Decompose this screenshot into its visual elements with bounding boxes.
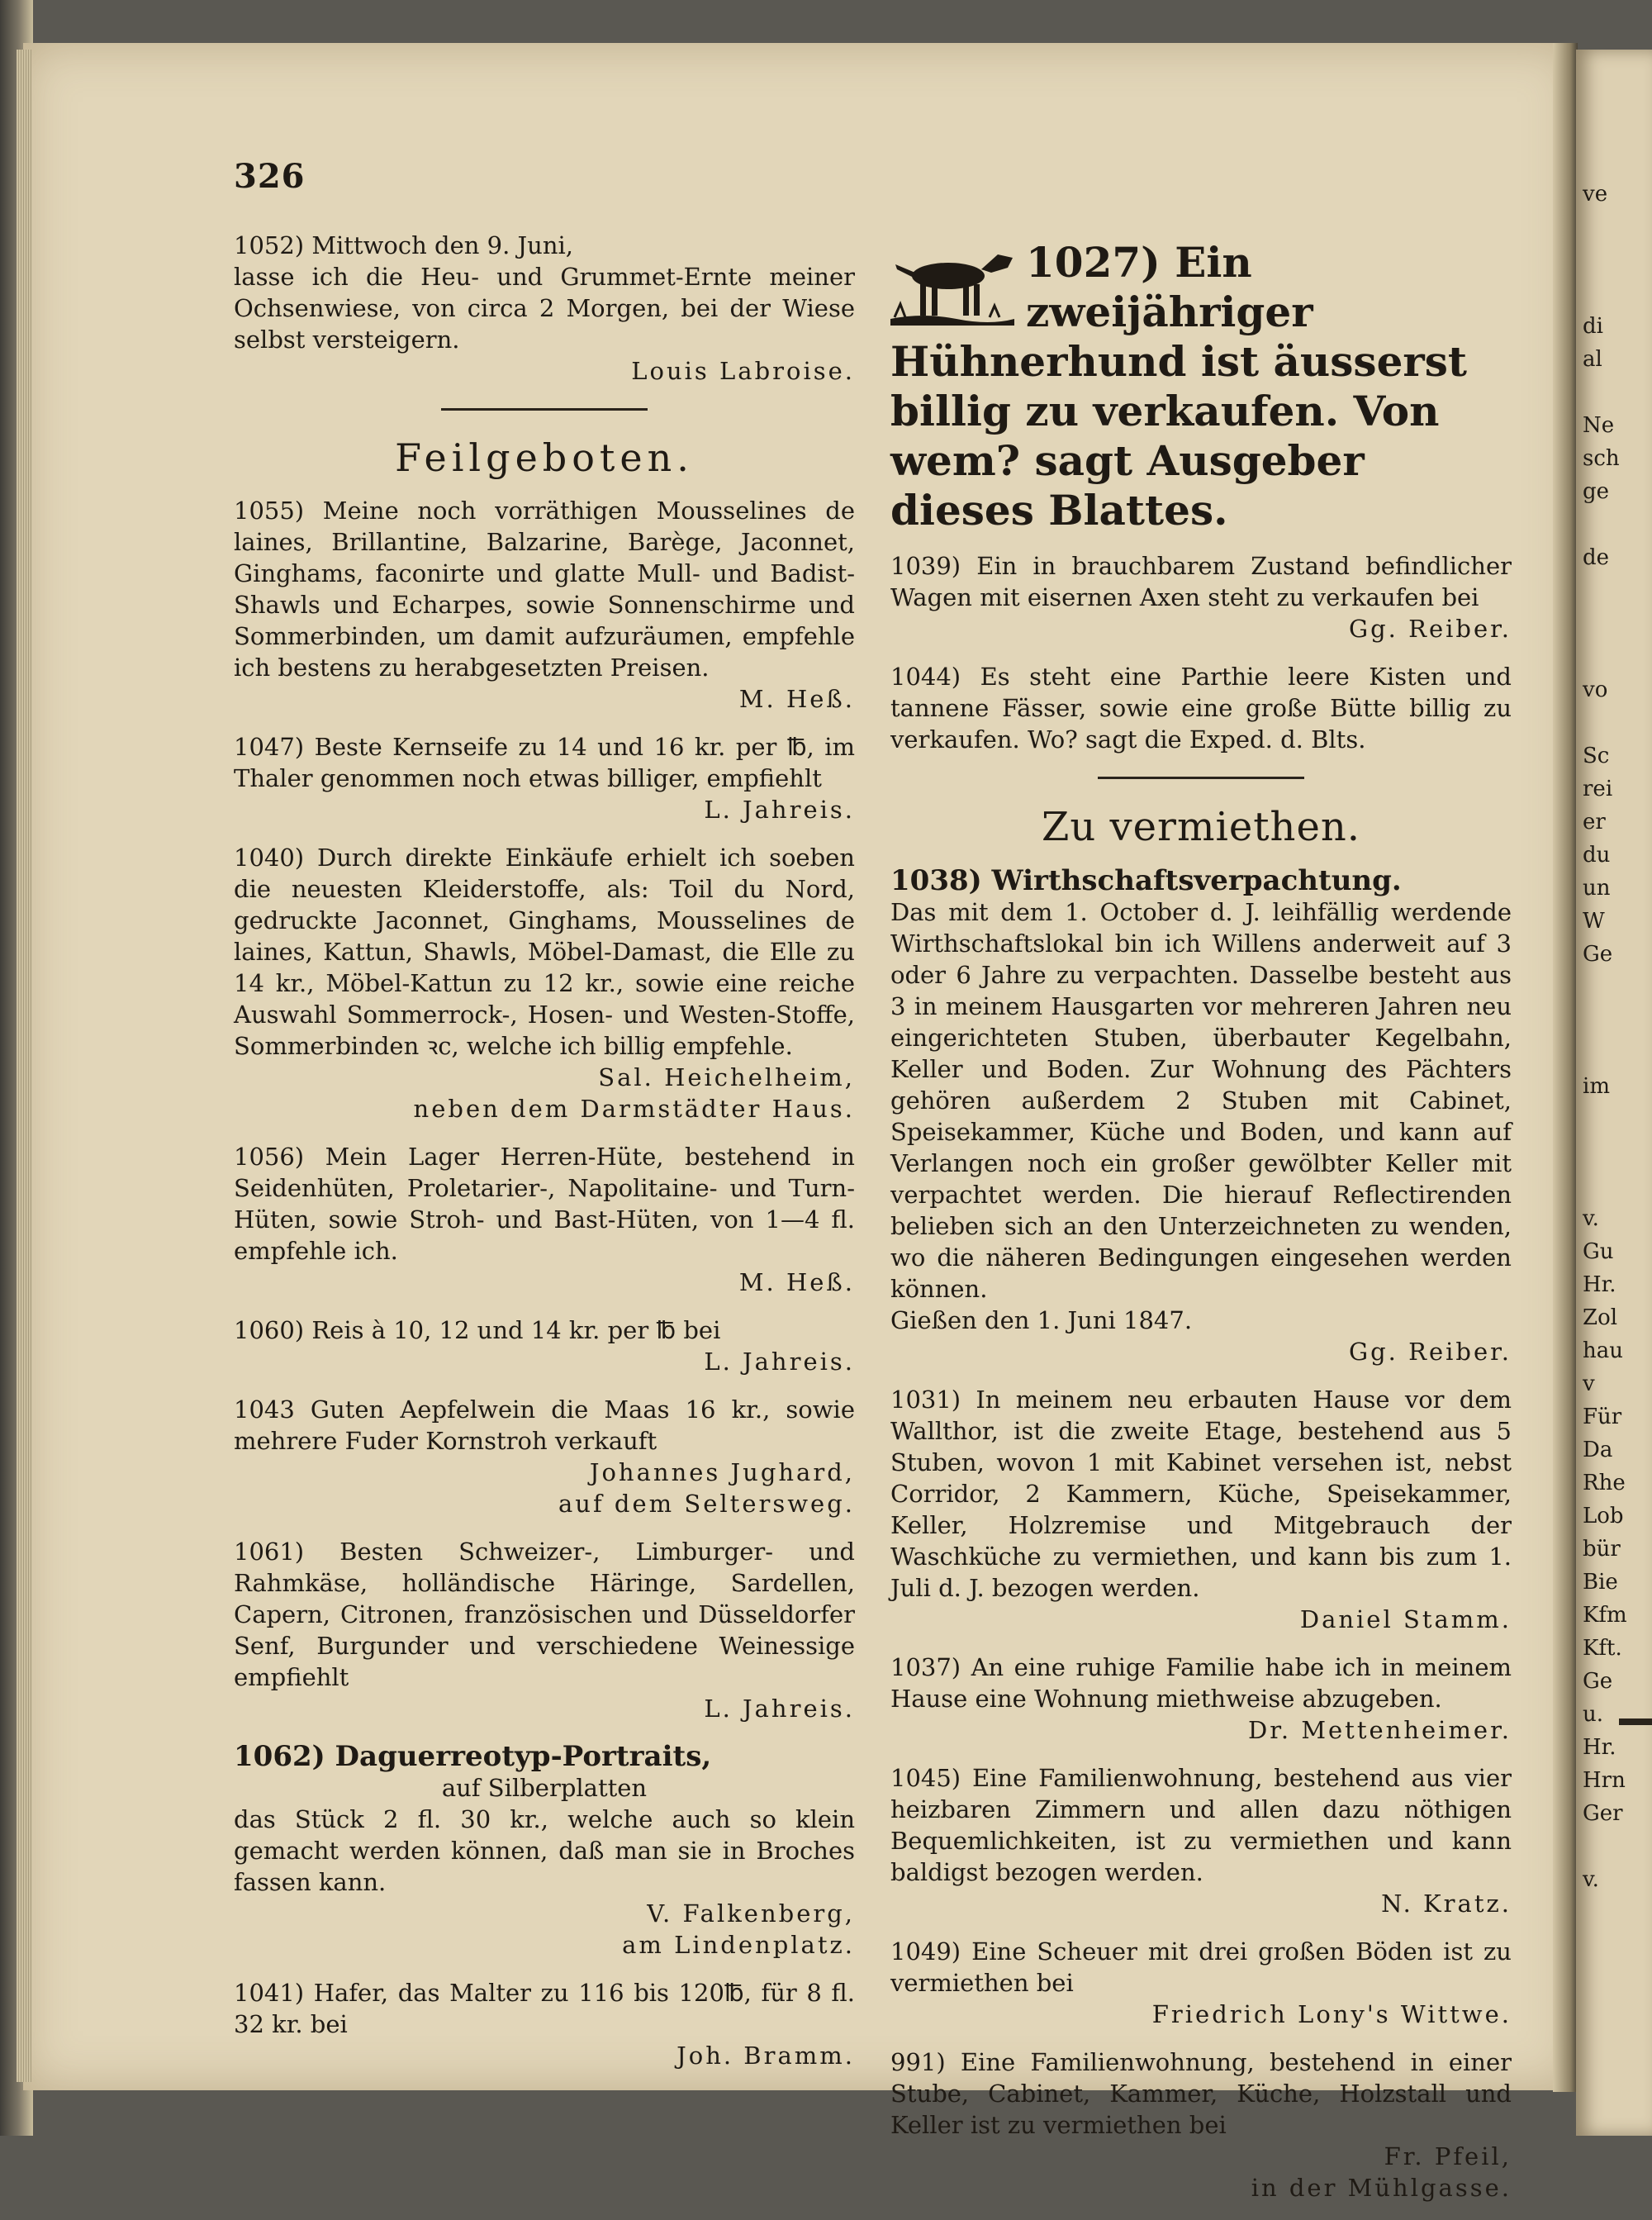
ad-line: 1055) Meine noch vorräthigen Mousselines de laines, Brillantine, Balzarine, Barège, Jaconnet, Ginghams, faconirte und glatte Mull- und Badist-Shawls und Echarpes, sowie Sonnenschirme und Sommerbinden, um damit aufzuräumen, empfehle ich bestens zu herabgesetzten Preisen. — [234, 497, 855, 682]
advertisement — [890, 1762, 1512, 1919]
right-page-text-fragment: Kft. — [1583, 1636, 1622, 1661]
ad-signature: Dr. Mettenheimer. — [1247, 1716, 1512, 1744]
ad-signature: Sal. Heichelheim, — [598, 1063, 855, 1091]
advertisement — [890, 1652, 1512, 1746]
ad-line: 1056) Mein Lager Herren-Hüte, bestehend in Seidenhüten, Proletarier-, Napolitaine- und Turn-Hüten, sowie Stroh- und Bast-Hüten, von 1—4 fl. empfehle ich. — [234, 1143, 855, 1265]
advertisement — [890, 2046, 1512, 2203]
ad-signature: L. Jahreis. — [704, 1695, 855, 1723]
right-page-text-fragment: Ger — [1583, 1801, 1623, 1826]
advertisement — [234, 1141, 855, 1298]
section-divider — [441, 408, 648, 411]
right-page-text-fragment: ge — [1583, 479, 1610, 504]
right-page-text-fragment: Zol — [1583, 1305, 1618, 1330]
ad-line: 1040) Durch direkte Einkäufe erhielt ich soeben die neuesten Kleiderstoffe, als: Toil du Nord, gedruckte Jaconnet, Ginghams, Mousselines de laines, Kattun, Shawls, Möbel-Damast, die Elle zu 14 kr., Möbel-Kattun zu 12 kr., sowie eine reiche Auswahl Sommerrock-, Hosen- und Westen-Stoffe, Sommerbinden ꝛc, welche ich billig empfehle. — [234, 844, 855, 1060]
ad-line: 1039) Ein in brauchbarem Zustand befindlicher Wagen mit eisernen Axen steht zu verkaufen bei — [890, 552, 1512, 611]
page-number: 326 — [234, 157, 306, 196]
ad-line: 1043 Guten Aepfelwein die Maas 16 kr., sowie mehrere Fuder Kornstroh verkauft — [234, 1395, 855, 1455]
right-page-text-fragment: Hr. — [1583, 1735, 1616, 1760]
ad-line: 1031) In meinem neu erbauten Hause vor dem Wallthor, ist die zweite Etage, bestehend aus 5 Stuben, wovon 1 mit Kabinet versehen ist, nebst Corridor, 2 Kammern, Küche, Speisekammer, Keller, Holzremise und Mitgebrauch der Waschküche zu vermiethen, und kann bis zum 1. Juli d. J. bezogen werden. — [890, 1386, 1512, 1602]
ad-signature: V. Falkenberg, — [647, 1899, 855, 1928]
right-page-text-fragment: Hr. — [1583, 1272, 1616, 1297]
ad-signature: M. Heß. — [738, 1268, 855, 1296]
ad-signature-address: neben dem Darmstädter Haus. — [413, 1095, 855, 1123]
right-page-text-fragment: sch — [1583, 446, 1620, 471]
ad-line: 1062) Daguerreotyp-Portraits, — [234, 1740, 712, 1773]
ad-signature-address: in der Mühlgasse. — [1251, 2174, 1512, 2202]
right-page-text-fragment: Sc — [1583, 744, 1610, 768]
page-stack-edges — [17, 50, 31, 2082]
advertisement — [234, 1741, 855, 1961]
right-page-rule — [1619, 1718, 1652, 1725]
right-page-text-fragment: er — [1583, 810, 1606, 834]
ad-line: 1045) Eine Familienwohnung, bestehend aus vier heizbaren Zimmern und allen dazu nöthigen Bequemlichkeiten, ist zu vermiethen und kann baldigst bezogen werden. — [890, 1764, 1512, 1886]
featured-ad-text: 1027) Ein zweijähriger Hühnerhund ist äusserst billig zu verkaufen. Von wem? sagt Ausgeber dieses Blattes. — [890, 238, 1467, 535]
right-page-text-fragment: di — [1583, 314, 1603, 339]
section-divider — [1098, 777, 1304, 779]
right-page-text-fragment: Ge — [1583, 1669, 1613, 1694]
ad-line: Das mit dem 1. October d. J. leihfällig werdende Wirthschaftslokal bin ich Willens anderweit auf 3 oder 6 Jahre zu verpachten. Dasselbe besteht aus 3 in meinem Hausgarten vor mehreren Jahren neu eingerichteten Stuben, überbauter Kegelbahn, Keller und Boden. Zur Wohnung des Pächters gehören außerdem 2 Stuben mit Cabinet, Speisekammer, Küche und Boden, und kann auf Verlangen noch ein großer gewölbter Keller mit verpachtet werden. Die hierauf Reflectirenden belieben sich an den Unterzeichneten zu wenden, wo die näheren Bedingungen eingesehen werden können. — [890, 898, 1512, 1303]
right-page-text-fragment: hau — [1583, 1338, 1623, 1363]
ad-line: 1052) Mittwoch den 9. Juni, — [234, 231, 574, 259]
right-page-text-fragment: ve — [1583, 182, 1608, 207]
right-page-text-fragment: W — [1583, 909, 1605, 934]
advertisement — [234, 1314, 855, 1377]
ad-signature-address: am Lindenplatz. — [622, 1931, 855, 1959]
right-page-text-fragment: u. — [1583, 1702, 1604, 1727]
right-column — [890, 238, 1512, 2220]
dog-illustration-icon — [890, 236, 1014, 327]
section-heading: Feilgeboten. — [395, 435, 694, 480]
right-page-text-fragment: un — [1583, 876, 1611, 901]
ad-line: 1049) Eine Scheuer mit drei großen Böden ist zu vermiethen bei — [890, 1937, 1512, 1997]
advertisement — [234, 1536, 855, 1724]
ad-signature: Friedrich Lony's Wittwe. — [1151, 2000, 1512, 2028]
ad-line: 1060) Reis à 10, 12 und 14 kr. per ℔ bei — [234, 1316, 721, 1344]
advertisement — [890, 1936, 1512, 2030]
advertisement — [890, 1384, 1512, 1635]
ad-line: 1044) Es steht eine Parthie leere Kisten und tannene Fässer, sowie eine große Bütte billig zu verkaufen. Wo? sagt die Exped. d. Blts. — [890, 663, 1512, 753]
ad-line: Gießen den 1. Juni 1847. — [890, 1306, 1193, 1334]
section-heading: Zu vermiethen. — [1041, 804, 1361, 850]
ad-signature: L. Jahreis. — [704, 1348, 855, 1376]
ad-line: 991) Eine Familienwohnung, bestehend in einer Stube, Cabinet, Kammer, Küche, Holzstall und Keller ist zu vermiethen bei — [890, 2048, 1512, 2139]
ad-signature: Gg. Reiber. — [1348, 615, 1512, 643]
advertisement — [890, 550, 1512, 644]
ad-signature: M. Heß. — [738, 685, 855, 713]
advertisement — [234, 1977, 855, 2071]
ad-line: auf Silberplatten — [441, 1774, 648, 1802]
advertisement — [890, 865, 1512, 1367]
right-page-text-fragment: du — [1583, 843, 1611, 868]
ad-signature: Johannes Jughard, — [589, 1458, 855, 1486]
advertisement — [234, 1394, 855, 1519]
right-page-text-fragment: Da — [1583, 1438, 1613, 1462]
right-page-text-fragment: im — [1583, 1074, 1610, 1099]
right-page-text-fragment: Rhe — [1583, 1471, 1626, 1495]
advertisement — [234, 495, 855, 715]
right-page-text-fragment: de — [1583, 545, 1610, 570]
advertisement — [890, 661, 1512, 755]
ad-line: 1038) Wirthschaftsverpachtung. — [890, 864, 1402, 897]
ad-line: 1061) Besten Schweizer-, Limburger- und Rahmkäse, holländische Häringe, Sardellen, Capern, Citronen, französischen und Düsseldorfer Senf, Burgunder und verschiedene Weinessige empfiehlt — [234, 1538, 855, 1691]
right-page-text-fragment: v. — [1583, 1206, 1599, 1231]
ad-line: 1041) Hafer, das Malter zu 116 bis 120℔, für 8 fl. 32 kr. bei — [234, 1979, 855, 2038]
page-gutter — [1553, 43, 1578, 2092]
ad-line: 1037) An eine ruhige Familie habe ich in meinem Hause eine Wohnung miethweise abzugeben. — [890, 1653, 1512, 1713]
advertisement — [234, 230, 855, 387]
right-page-text-fragment: al — [1583, 347, 1602, 372]
advertisement — [234, 731, 855, 825]
ad-signature: N. Kratz. — [1381, 1890, 1512, 1918]
ad-signature: Joh. Bramm. — [676, 2042, 855, 2070]
right-page-text-fragment: v. — [1583, 1867, 1599, 1892]
right-page-text-fragment: Lob — [1583, 1504, 1624, 1528]
ad-signature: Daniel Stamm. — [1299, 1605, 1512, 1633]
featured-ad — [890, 238, 1512, 535]
ad-signature: Louis Labroise. — [631, 357, 855, 385]
advertisement — [234, 842, 855, 1124]
ad-line: lasse ich die Heu- und Grummet-Ernte meiner Ochsenwiese, von circa 2 Morgen, bei der Wiese selbst versteigern. — [234, 263, 855, 354]
right-page-text-fragment: Hrn — [1583, 1768, 1626, 1793]
right-page-text-fragment: v — [1583, 1371, 1595, 1396]
ad-signature: Fr. Pfeil, — [1384, 2142, 1512, 2170]
right-page-text-fragment: rei — [1583, 777, 1613, 801]
ad-signature-address: auf dem Seltersweg. — [558, 1490, 855, 1518]
right-page-fragment — [1576, 50, 1652, 2136]
right-page-text-fragment: Bie — [1583, 1570, 1618, 1595]
ad-line: 1047) Beste Kernseife zu 14 und 16 kr. per ℔, im Thaler genommen noch etwas billiger, empfiehlt — [234, 733, 855, 792]
left-column — [234, 230, 855, 2088]
right-page-text-fragment: Ne — [1583, 413, 1615, 438]
right-page-text-fragment: Kfm — [1583, 1603, 1627, 1628]
right-page-text-fragment: bür — [1583, 1537, 1621, 1562]
right-page-text-fragment: vo — [1583, 677, 1608, 702]
right-page-text-fragment: Ge — [1583, 942, 1613, 967]
ad-line: das Stück 2 fl. 30 kr., welche auch so klein gemacht werden können, daß man sie in Broches fassen kann. — [234, 1805, 855, 1896]
right-page-text-fragment: Gu — [1583, 1239, 1614, 1264]
ad-signature: Gg. Reiber. — [1348, 1338, 1512, 1366]
right-page-text-fragment: Für — [1583, 1405, 1622, 1429]
ad-signature: L. Jahreis. — [704, 796, 855, 824]
